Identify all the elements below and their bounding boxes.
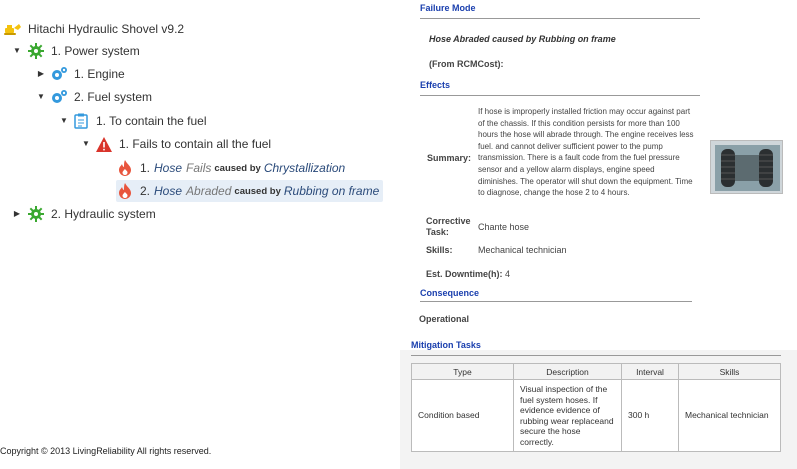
tree-root[interactable] [4, 18, 184, 40]
column-header-interval: Interval [622, 364, 679, 380]
mode2-caused-by: caused by [234, 185, 281, 197]
column-header-description: Description [514, 364, 622, 380]
fire-icon [116, 182, 134, 200]
skills-label: Skills: [426, 245, 453, 255]
tree-item-engine[interactable] [50, 63, 125, 85]
function-toggle[interactable]: ▼ [60, 116, 68, 125]
hose-photo[interactable] [710, 140, 783, 194]
excavator-icon [4, 20, 22, 38]
functional-failure-label: 1. Fails to contain all the fuel [119, 137, 272, 151]
consequence-heading: Consequence [420, 288, 480, 298]
mitigation-heading: Mitigation Tasks [411, 340, 481, 350]
column-header-type: Type [412, 364, 514, 380]
column-header-skills: Skills [679, 364, 781, 380]
engine-toggle[interactable]: ▶ [37, 69, 45, 78]
tree-item-power-system[interactable] [27, 40, 140, 62]
mode2-number: 2. [140, 184, 151, 198]
clipboard-icon [72, 112, 90, 130]
warning-icon [95, 135, 113, 153]
cell-description: Visual inspection of the fuel system hoses. If evidence evidence of rubbing wear replaceand secure the hose correctly. [514, 380, 622, 452]
mode1-number: 1. [140, 161, 151, 175]
divider [420, 95, 700, 96]
cell-skills: Mechanical technician [679, 380, 781, 452]
fire-icon [116, 159, 134, 177]
tree-item-hydraulic-system[interactable] [27, 203, 156, 225]
cell-interval: 300 h [622, 380, 679, 452]
corrective-task-label: Corrective Task: [426, 216, 471, 237]
tree-root-label: Hitachi Hydraulic Shovel v9.2 [28, 22, 185, 36]
tree-item-fuel-system[interactable] [50, 86, 152, 108]
mitigation-table [411, 363, 781, 452]
gear-icon [27, 205, 45, 223]
corrective-task-value: Chante hose [478, 222, 530, 232]
failure-mode-source: (From RCMCost): [429, 59, 504, 69]
failure-mode-heading: Failure Mode [420, 3, 476, 13]
summary-text: If hose is improperly installed friction may occur against part of the chassis. If this condition persists for more than 100 hours the hose will abrade through. The engine receives less fuel. and cannot deliver sufficient power to the pump transmission. There is a fault code from the fuel pressure sensor and a yellow alarm displays, engine speed diminishes. The operator will shut down the equipment. Time to diagnose, change the hose 2 to 4 hours. [478, 107, 694, 198]
tree-item-failure-mode-2[interactable] [116, 180, 383, 202]
detail-panel [400, 0, 797, 469]
summary-label: Summary: [427, 153, 472, 163]
downtime-label: Est. Downtime(h): [426, 269, 503, 279]
divider [420, 301, 692, 302]
mode2-cause: Rubbing on frame [283, 184, 380, 198]
mode2-verb: Abraded [186, 184, 232, 198]
consequence-value: Operational [419, 314, 470, 324]
skills-value: Mechanical technician [478, 245, 567, 255]
fuel-system-label: 2. Fuel system [74, 90, 153, 104]
gear-icon [27, 42, 45, 60]
mode2-item: Hose [154, 184, 183, 198]
table-row[interactable] [412, 380, 781, 452]
tree-item-failure-mode-1[interactable] [116, 157, 345, 179]
effects-heading: Effects [420, 80, 451, 90]
hydraulic-system-label: 2. Hydraulic system [51, 207, 156, 221]
engine-label: 1. Engine [74, 67, 125, 81]
mode1-item: Hose [154, 161, 183, 175]
mode1-cause: Chrystallization [263, 161, 346, 175]
cogs-icon [50, 88, 68, 106]
function-label: 1. To contain the fuel [96, 114, 207, 128]
divider [411, 355, 781, 356]
hydraulic-system-toggle[interactable]: ▶ [13, 209, 21, 218]
mode1-verb: Fails [186, 161, 212, 175]
divider [420, 18, 700, 19]
fuel-system-toggle[interactable]: ▼ [37, 92, 45, 101]
tree-item-function[interactable] [72, 110, 207, 132]
power-system-toggle[interactable]: ▼ [13, 46, 21, 55]
copyright-text: Copyright © 2013 LivingReliability All rights reserved. [0, 446, 212, 456]
mode1-caused-by: caused by [214, 162, 261, 174]
downtime-value: 4 [505, 269, 511, 279]
cogs-icon [50, 65, 68, 83]
power-system-label: 1. Power system [51, 44, 140, 58]
failure-toggle[interactable]: ▼ [82, 139, 90, 148]
table-header-row [412, 364, 781, 380]
tree-item-functional-failure[interactable] [95, 133, 271, 155]
cell-type: Condition based [412, 380, 514, 452]
failure-mode-name: Hose Abraded caused by Rubbing on frame [429, 34, 616, 44]
